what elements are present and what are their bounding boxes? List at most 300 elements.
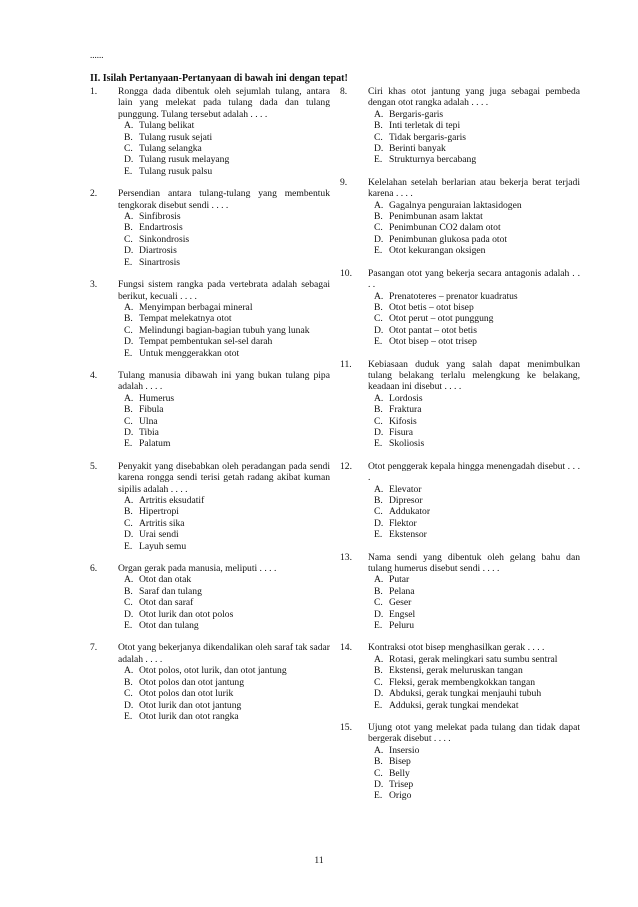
answer-options [368,745,580,802]
question-body [118,642,330,722]
option-letter: E. [374,790,383,802]
question-number: 12. [340,460,352,472]
answer-option [118,132,330,143]
option-letter: E. [374,529,383,541]
option-text: Otot perut – otot punggung [389,313,494,325]
option-text: Endartrosis [139,222,183,234]
option-text: Strukturnya bercabang [389,154,477,166]
question-number: 1. [90,86,98,97]
option-text: Bisep [389,756,411,768]
answer-option [368,768,580,779]
option-text: Inti terletak di tepi [389,120,461,132]
answer-option [118,348,330,359]
question-body [368,461,580,541]
option-letter: B. [374,665,383,677]
option-letter: D. [124,608,134,620]
option-text: Fibula [139,404,164,416]
question-body [118,370,330,450]
option-text: Berinti banyak [389,143,446,155]
option-letter: B. [374,120,383,132]
option-text: Tempat melekatnya otot [139,313,232,325]
answer-option [368,779,580,790]
answer-option [118,154,330,165]
answer-option [368,529,580,540]
option-letter: E. [374,154,383,166]
answer-option [368,143,580,154]
option-letter: D. [374,324,384,336]
option-text: Prenatoteres – prenator kuadratus [389,290,518,302]
option-text: Addukator [389,506,431,518]
answer-option [118,438,330,449]
answer-option [118,336,330,347]
answer-option [118,325,330,336]
option-text: Penimbunan CO2 dalam otot [389,222,501,234]
option-text: Penimbunan glukosa pada otot [389,233,508,245]
option-letter: A. [374,392,384,404]
question-item [340,268,580,348]
answer-option [118,245,330,256]
question-item [90,188,330,268]
question-number: 7. [90,642,98,654]
option-text: Otot kekurangan oksigen [389,245,486,257]
option-text: Artritis eksudatif [139,495,205,506]
question-number: 11. [340,358,352,370]
answer-option [368,302,580,313]
answer-option [368,154,580,165]
option-letter: C. [374,415,383,427]
answer-option [368,336,580,347]
option-letter: A. [374,483,384,495]
question-text: Kontraksi otot bisep menghasilkan gerak . . . . [368,642,545,654]
option-letter: C. [374,597,383,609]
option-letter: A. [124,211,134,223]
answer-option [368,291,580,302]
answer-option [118,120,330,131]
question-body [118,563,330,631]
option-letter: C. [124,688,133,700]
question-body [368,177,580,257]
option-letter: D. [374,608,384,620]
answer-option [118,211,330,222]
option-text: Flektor [389,517,417,529]
question-number: 2. [90,188,98,200]
option-text: Fisura [389,426,413,438]
answer-option [118,302,330,313]
answer-option [368,109,580,120]
question-item [340,642,580,710]
option-text: Sinfibrosis [139,211,181,223]
option-text: Melindungi bagian-bagian tubuh yang lunak [139,324,310,336]
question-text: Pasangan otot yang bekerja secara antagonis adalah . . . . [368,267,580,291]
option-text: Fraktura [389,404,422,416]
answer-option [118,313,330,324]
answer-option [368,654,580,665]
option-text: Otot polos dan otot lurik [139,688,234,700]
answer-option [118,609,330,620]
option-text: Otot lurik dan otot polos [139,608,234,620]
option-letter: D. [124,699,134,711]
option-letter: C. [374,506,383,518]
option-letter: A. [374,108,384,120]
answer-option [368,211,580,222]
option-text: Otot bisep – otot trisep [389,336,477,348]
question-body [368,642,580,710]
option-text: Fleksi, gerak membengkokkan tangan [389,676,536,688]
option-text: Gagalnya penguraian laktasidogen [389,199,522,211]
option-text: Rotasi, gerak melingkari satu sumbu sentral [389,653,558,665]
option-text: Otot pantat – otot betis [389,324,477,336]
option-letter: D. [124,336,134,348]
option-letter: E. [374,336,383,348]
option-text: Lordosis [389,392,423,404]
question-number: 8. [340,86,348,97]
question-item [340,461,580,541]
option-text: Otot dan otak [139,574,192,586]
option-text: Otot lurik dan otot jantung [139,699,242,711]
option-letter: D. [124,426,134,438]
option-letter: A. [374,199,384,211]
option-letter: B. [374,301,383,313]
option-letter: B. [124,585,133,597]
question-body [118,188,330,268]
option-text: Engsel [389,608,416,620]
option-text: Otot dan tulang [139,620,199,632]
answer-option [118,620,330,631]
option-letter: A. [124,574,134,586]
option-letter: B. [124,404,133,416]
option-text: Ekstensi, gerak meluruskan tangan [389,665,523,677]
question-number: 14. [340,642,352,654]
option-letter: C. [374,767,383,779]
answer-option [118,665,330,676]
answer-option [118,257,330,268]
answer-options [368,291,580,348]
option-letter: C. [374,676,383,688]
answer-option [118,597,330,608]
answer-option [368,609,580,620]
option-letter: D. [124,245,134,257]
option-text: Diartrosis [139,245,177,257]
answer-option [118,506,330,517]
option-text: Peluru [389,620,415,632]
option-letter: A. [374,653,384,665]
answer-option [118,222,330,233]
option-text: Menyimpan berbagai mineral [139,301,253,313]
answer-option [368,484,580,495]
answer-option [368,120,580,131]
option-letter: E. [124,438,133,450]
option-text: Bergaris-garis [389,108,444,120]
answer-option [118,541,330,552]
option-letter: B. [124,313,133,325]
answer-option [118,393,330,404]
question-text: Rongga dada dibentuk oleh sejumlah tulang, antara lain yang melekat pada tulang dada dan tulang punggung. Tulang tersebut adalah . . . . [118,86,330,120]
answer-option [368,597,580,608]
option-letter: E. [124,620,133,632]
answer-option [368,665,580,676]
question-text: Nama sendi yang dibentuk oleh gelang bahu dan tulang humerus disebut sendi . . . . [368,551,580,575]
option-text: Ulna [139,415,158,427]
answer-option [368,574,580,585]
option-letter: B. [124,506,133,518]
option-text: Dipresor [389,495,423,506]
question-text: Penyakit yang disebabkan oleh peradangan pada sendi karena rongga sendi terisi getah radang akibat kuman sipilis adalah . . . . [118,460,330,495]
answer-options [118,574,330,631]
option-text: Otot dan saraf [139,597,194,609]
option-text: Otot lurik dan otot rangka [139,710,239,722]
option-letter: A. [124,120,134,132]
option-letter: A. [124,495,134,506]
answer-option [368,234,580,245]
option-text: Hipertropi [139,506,179,518]
option-letter: A. [374,574,384,586]
answer-options [368,484,580,541]
question-body [118,461,330,552]
question-number: 3. [90,279,98,291]
question-number: 4. [90,369,98,381]
option-text: Tulang rusuk melayang [139,154,230,166]
question-item [90,279,330,359]
question-item [90,370,330,450]
option-letter: C. [124,143,133,155]
question-number: 10. [340,267,352,279]
option-text: Penimbunan asam laktat [389,211,483,223]
answer-option [118,711,330,722]
option-text: Tulang rusuk sejati [139,131,213,143]
option-letter: E. [374,438,383,450]
option-text: Urai sendi [139,529,179,541]
question-body [368,722,580,802]
question-text: Kebiasaan duduk yang salah dapat menimbulkan tulang belakang terlalu melengkung ke belakang, keadaan ini disebut . . . . [368,358,580,393]
answer-option [118,416,330,427]
option-letter: D. [374,143,384,155]
question-body [368,268,580,348]
answer-options [368,393,580,450]
answer-option [368,132,580,143]
question-number: 6. [90,563,98,575]
option-letter: D. [124,154,134,166]
option-letter: D. [374,688,384,700]
question-item [340,86,580,166]
option-letter: A. [374,744,384,756]
answer-options [118,302,330,359]
option-letter: E. [374,245,383,257]
option-letter: B. [374,756,383,768]
option-text: Tibia [139,426,159,438]
option-letter: C. [124,233,133,245]
page-number: 11 [314,856,324,866]
option-text: Sinkondrosis [139,233,190,245]
answer-option [368,688,580,699]
option-text: Humerus [139,392,175,404]
question-text: Otot yang bekerjanya dikendalikan oleh saraf tak sadar adalah . . . . [118,642,330,665]
answer-option [368,586,580,597]
answer-option [368,700,580,711]
answer-option [118,143,330,154]
answer-options [368,200,580,257]
option-text: Ekstensor [389,529,427,541]
option-text: Geser [389,597,412,609]
option-letter: B. [124,131,133,143]
question-text: Persendian antara tulang-tulang yang membentuk tengkorak disebut sendi . . . . [118,188,330,211]
option-text: Pelana [389,585,415,597]
answer-option [368,790,580,801]
question-item [90,86,330,177]
answer-option [368,677,580,688]
option-letter: C. [124,597,133,609]
question-body [368,359,580,450]
option-letter: B. [374,495,383,506]
option-text: Origo [389,790,412,802]
answer-option [368,200,580,211]
option-letter: C. [374,131,383,143]
answer-option [368,222,580,233]
answer-option [368,325,580,336]
option-text: Tulang belikat [139,120,195,132]
question-item [90,563,330,631]
answer-options [368,574,580,631]
option-text: Elevator [389,483,422,495]
answer-option [118,166,330,177]
question-number: 13. [340,551,352,563]
option-letter: E. [374,699,383,711]
answer-option [118,495,330,506]
option-letter: D. [374,233,384,245]
option-letter: B. [124,676,133,688]
answer-option [368,756,580,767]
option-letter: E. [124,256,133,268]
question-text: Ujung otot yang melekat pada tulang dan tidak dapat bergerak disebut . . . . [368,721,580,745]
option-letter: D. [374,778,384,790]
answer-option [368,404,580,415]
answer-option [118,586,330,597]
option-text: Artritis sika [139,517,185,529]
option-text: Saraf dan tulang [139,585,202,597]
answer-option [368,416,580,427]
option-letter: E. [124,710,133,722]
question-item [340,359,580,450]
section-title: II. Isilah Pertanyaan-Pertanyaan di bawah ini dengan tepat! [90,73,348,84]
option-letter: C. [124,415,133,427]
top-dots: ...... [90,50,104,60]
answer-option [368,427,580,438]
answer-option [118,518,330,529]
question-text: Organ gerak pada manusia, meliputi . . . . [118,563,277,575]
answer-option [118,700,330,711]
answer-option [368,438,580,449]
answer-option [118,404,330,415]
question-text: Tulang manusia dibawah ini yang bukan tulang pipa adalah . . . . [118,369,330,393]
answer-options [118,393,330,450]
answer-option [368,313,580,324]
question-text: Ciri khas otot jantung yang juga sebagai pembeda dengan otot rangka adalah . . . . [368,86,580,109]
option-letter: C. [124,517,133,529]
option-letter: D. [374,426,384,438]
option-text: Palatum [139,438,171,450]
option-letter: C. [374,222,383,234]
answer-options [118,120,330,177]
question-text: Fungsi sistem rangka pada vertebrata adalah sebagai berikut, kecuali . . . . [118,279,330,302]
answer-option [368,620,580,631]
option-letter: C. [124,324,133,336]
option-text: Sinartrosis [139,256,181,268]
option-text: Belly [389,767,410,779]
option-letter: E. [124,347,133,359]
answer-options [118,665,330,722]
right-question-column [340,86,580,813]
option-text: Adduksi, gerak tungkai mendekat [389,699,519,711]
option-text: Otot polos, otot lurik, dan otot jantung [139,665,287,677]
option-letter: B. [374,404,383,416]
option-letter: B. [124,222,133,234]
option-text: Putar [389,574,410,586]
option-letter: A. [124,301,134,313]
answer-option [118,677,330,688]
question-number: 9. [340,176,348,188]
answer-options [368,109,580,166]
answer-option [368,745,580,756]
answer-options [368,654,580,711]
option-letter: E. [124,540,133,552]
answer-option [118,234,330,245]
question-body [118,279,330,359]
option-text: Untuk menggerakkan otot [139,347,240,359]
option-text: Kifosis [389,415,417,427]
answer-option [118,427,330,438]
answer-option [368,518,580,529]
option-letter: B. [374,211,383,223]
question-number: 15. [340,721,352,733]
answer-option [368,393,580,404]
answer-options [118,211,330,268]
question-item [90,461,330,552]
question-text: Otot penggerak kepala hingga menengadah disebut . . . . [368,460,580,484]
option-letter: B. [374,585,383,597]
question-item [90,642,330,722]
answer-option [118,688,330,699]
left-question-column [90,86,330,733]
option-letter: E. [374,620,383,632]
option-letter: A. [124,392,134,404]
option-text: Abduksi, gerak tungkai menjauhi tubuh [389,688,542,700]
option-text: Trisep [389,778,414,790]
option-letter: C. [374,313,383,325]
question-item [340,552,580,632]
question-item [340,177,580,257]
answer-option [368,245,580,256]
option-letter: A. [374,290,384,302]
answer-option [368,506,580,517]
option-text: Tulang rusuk palsu [139,165,213,177]
question-body [118,86,330,177]
option-text: Insersio [389,744,420,756]
question-number: 5. [90,460,98,472]
question-item [340,722,580,802]
question-body [368,86,580,166]
answer-option [118,529,330,540]
question-text: Kelelahan setelah berlarian atau bekerja berat terjadi karena . . . . [368,176,580,200]
question-body [368,552,580,632]
option-letter: D. [374,517,384,529]
option-letter: E. [124,165,133,177]
option-text: Otot betis – otot bisep [389,301,474,313]
answer-option [368,495,580,506]
option-letter: D. [124,529,134,541]
option-text: Tidak bergaris-garis [389,131,467,143]
option-letter: A. [124,665,134,677]
answer-option [118,574,330,585]
option-text: Skoliosis [389,438,425,450]
